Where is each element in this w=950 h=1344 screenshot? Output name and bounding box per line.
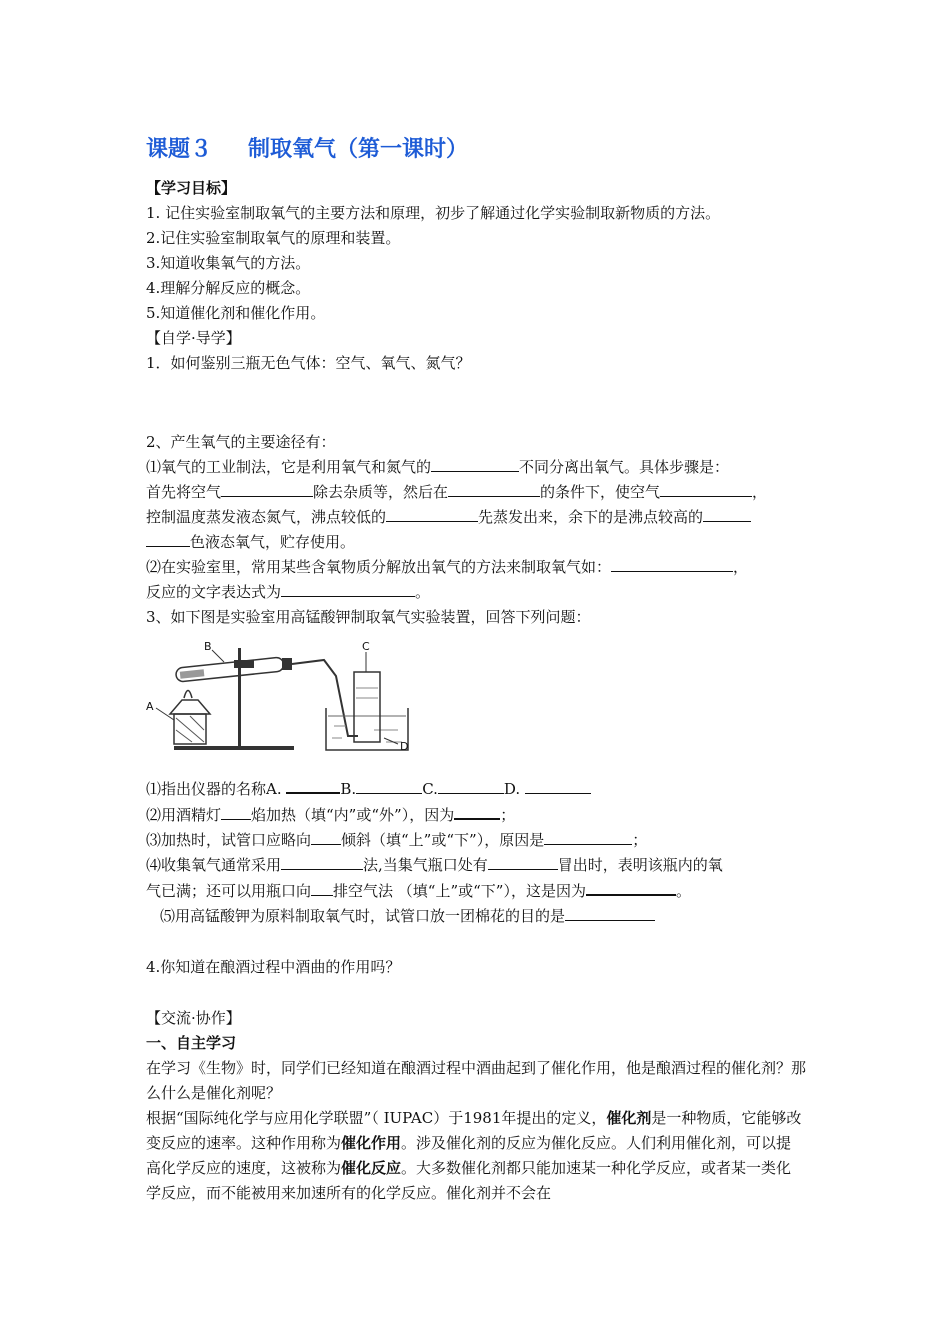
worksheet xyxy=(146,130,806,1206)
question-4: 4.你知道在酿酒过程中酒曲的作用吗？ xyxy=(146,958,401,976)
question-2-part-4: 色液态氧气，贮存使用。 xyxy=(146,530,806,555)
answer-blank[interactable] xyxy=(281,853,363,870)
stand-base xyxy=(174,746,294,750)
answer-blank[interactable] xyxy=(311,879,333,896)
answer-blank[interactable] xyxy=(146,530,190,547)
flame xyxy=(184,691,192,699)
paragraph-intro: 在学习《生物》时，同学们已经知道在酿酒过程中酒曲起到了催化作用，他是酿酒过程的催化剂？那么什么是催化剂呢？ xyxy=(146,1059,807,1102)
oxygen-apparatus-diagram xyxy=(146,638,416,758)
term-catalyst: 催化剂 xyxy=(606,1109,652,1127)
test-tube xyxy=(175,657,284,682)
question-2-part-6: 反应的文字表达式为 。 xyxy=(146,580,806,605)
answer-blank[interactable] xyxy=(544,828,632,845)
answer-blank[interactable] xyxy=(611,555,733,572)
page-title xyxy=(146,130,806,170)
answer-blank[interactable] xyxy=(703,505,751,522)
stopper xyxy=(282,658,292,670)
title-lesson-number: 课题３ xyxy=(146,137,213,162)
answer-blank[interactable] xyxy=(488,853,558,870)
answer-blank[interactable] xyxy=(525,777,591,794)
question-2-part-1: ⑴氧气的工业制法，它是利用氧气和氮气的 不同分离出氧气。具体步骤是： xyxy=(146,455,806,480)
delivery-tube xyxy=(292,660,358,736)
question-1: 1．如何鉴别三瓶无色气体：空气、氧气、氮气？ xyxy=(146,354,471,372)
clamp xyxy=(234,660,254,668)
question-3: 3、如下图是实验室用高锰酸钾制取氧气实验装置，回答下列问题： xyxy=(146,608,591,626)
goal-item: 2.记住实验室制取氧气的原理和装置。 xyxy=(146,229,401,247)
label-d: D xyxy=(400,740,409,753)
question-3-part-1: ⑴指出仪器的名称A. B. C. D. xyxy=(146,776,806,802)
question-3-part-3: ⑶加热时，试管口应略向 倾斜（填“上”或“下”），原因是 ； xyxy=(146,828,806,853)
goal-item: 1. 记住实验室制取氧气的主要方法和原理，初步了解通过化学实验制取新物质的方法。 xyxy=(146,204,721,222)
title-topic: 制取氧气（第一课时） xyxy=(248,137,469,162)
answer-blank[interactable] xyxy=(565,904,655,921)
section-heading-self-learning: 一、自主学习 xyxy=(146,1034,237,1052)
answer-blank[interactable] xyxy=(356,777,422,794)
answer-blank[interactable] xyxy=(454,802,500,820)
water-trough xyxy=(326,708,408,750)
answer-blank[interactable] xyxy=(660,480,752,497)
paragraph-catalyst-definition: 根据“国际纯化学与应用化学联盟”（ IUPAC）于1981年提出的定义，催化剂是一种物质，它能够改变反应的速率。这种作用称为催化作用。涉及催化剂的反应为催化反应。人们利用催化剂，可以提高化学反应的速度，这被称为催化反应。大多数催化剂都只能加速某一种化学反应，或者某一类化学反应，而不能被用来加速所有的化学反应。催化剂并不会在 xyxy=(146,1109,802,1202)
answer-blank[interactable] xyxy=(221,803,251,820)
label-a: A xyxy=(146,700,154,713)
answer-blank[interactable] xyxy=(431,455,519,472)
goal-item: 4.理解分解反应的概念。 xyxy=(146,279,311,297)
answer-blank[interactable] xyxy=(221,480,313,497)
question-2-part-3: 控制温度蒸发液态氮气，沸点较低的 先蒸发出来，余下的是沸点较高的 xyxy=(146,505,806,530)
selfstudy-heading: 【自学·导学】 xyxy=(146,329,241,347)
question-2: 2、产生氧气的主要途径有： xyxy=(146,433,336,451)
label-b: B xyxy=(204,640,212,653)
answer-blank[interactable] xyxy=(586,878,676,896)
question-3-part-6: ⑸用高锰酸钾为原料制取氧气时，试管口放一团棉花的目的是 xyxy=(146,904,806,929)
answer-blank[interactable] xyxy=(448,480,540,497)
answer-blank[interactable] xyxy=(286,776,340,794)
answer-blank[interactable] xyxy=(386,505,478,522)
goal-item: 5.知道催化剂和催化作用。 xyxy=(146,304,326,322)
gas-collecting-bottle xyxy=(354,672,380,742)
answer-blank[interactable] xyxy=(281,580,415,597)
goal-item: 3.知道收集氧气的方法。 xyxy=(146,254,311,272)
exchange-heading: 【交流·协作】 xyxy=(146,1009,241,1027)
question-3-part-4: ⑷收集氧气通常采用 法,当集气瓶口处有 冒出时，表明该瓶内的氧 xyxy=(146,853,806,878)
term-catalytic-reaction: 催化反应 xyxy=(341,1159,402,1177)
answer-blank[interactable] xyxy=(438,777,504,794)
goals-heading: 【学习目标】 xyxy=(146,179,237,197)
question-3-part-2: ⑵用酒精灯 焰加热（填“内”或“外”），因为 ； xyxy=(146,802,806,828)
question-2-part-5: ⑵在实验室里，常用某些含氧物质分解放出氧气的方法来制取氧气如： ， xyxy=(146,555,806,580)
question-2-part-2: 首先将空气 除去杂质等，然后在 的条件下，使空气 ， xyxy=(146,480,806,505)
term-catalysis: 催化作用 xyxy=(341,1134,402,1152)
label-c: C xyxy=(362,640,370,653)
answer-blank[interactable] xyxy=(311,828,341,845)
question-3-part-5: 气已满；还可以用瓶口向 排空气法 （填“上”或“下”），这是因为 。 xyxy=(146,878,806,904)
